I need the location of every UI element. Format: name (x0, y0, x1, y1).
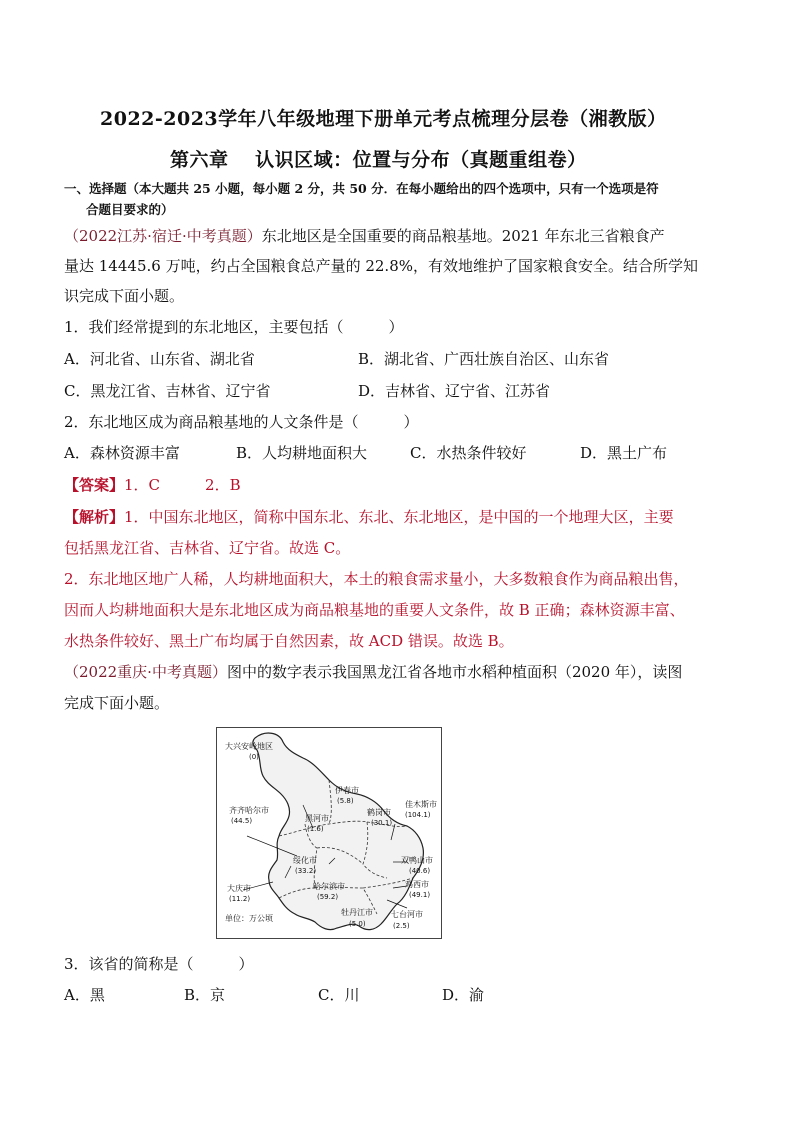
map-value-qiqihaer: (44.5) (231, 817, 253, 825)
question-1-stem: 1．我们经常提到的东北地区，主要包括（ ） (64, 318, 404, 336)
question-intro-1 (64, 221, 665, 251)
map-label-qiqihaer: 齐齐哈尔市 (229, 806, 269, 815)
section-heading: 一、选择题（本大题共 25 小题，每小题 2 分，共 50 分．在每小题给出的四个选项中，只有一个选项是符 (64, 181, 659, 196)
question-3-option-a[interactable]: A．黑 (64, 986, 105, 1004)
question-1-option-d[interactable]: D．吉林省、辽宁省、江苏省 (358, 382, 551, 400)
map-value-jiamusi: (104.1) (405, 811, 431, 819)
heilongjiang-map (216, 727, 442, 939)
map-unit-label: 单位：万公顷 (225, 914, 273, 923)
answer-line (64, 470, 241, 500)
analysis-line-2: 包括黑龙江省、吉林省、辽宁省。故选 C。 (64, 539, 351, 557)
intro-text: 图中的数字表示我国黑龙江省各地市水稻种植面积（2020 年），读图 (226, 663, 683, 681)
question-1-option-b[interactable]: B．湖北省、广西壮族自治区、山东省 (358, 350, 610, 368)
map-label-shuangyashan: 双鸭山市 (401, 856, 433, 865)
answer-value: 1．C 2．B (124, 476, 241, 494)
map-label-suihua: 绥化市 (293, 856, 317, 865)
analysis-label: 【解析】 (64, 508, 125, 526)
intro-text-line: 完成下面小题。 (64, 694, 170, 712)
question-3-option-c[interactable]: C．川 (318, 986, 360, 1004)
question-intro-2 (64, 657, 682, 687)
question-source: （2022江苏·宿迁·中考真题） (64, 227, 262, 245)
question-2-option-d[interactable]: D．黑土广布 (580, 444, 668, 462)
map-value-suihua: (33.2) (295, 867, 317, 875)
map-value-heihe: (1.6) (307, 825, 324, 833)
map-value-daqing: (11.2) (229, 895, 251, 903)
document-title: 2022-2023学年八年级地理下册单元考点梳理分层卷（湘教版） (100, 108, 667, 130)
question-3-stem: 3．该省的简称是（ ） (64, 955, 254, 973)
map-label-mudanjiang: 牡丹江市 (341, 908, 373, 917)
map-value-daxinganling: (0) (249, 753, 259, 761)
question-1-option-a[interactable]: A．河北省、山东省、湖北省 (64, 350, 255, 368)
question-3-option-b[interactable]: B．京 (184, 986, 226, 1004)
map-value-shuangyashan: (40.6) (409, 867, 431, 875)
question-2-stem: 2．东北地区成为商品粮基地的人文条件是（ ） (64, 413, 419, 431)
analysis-line-4: 因而人均耕地面积大是东北地区成为商品粮基地的重要人文条件，故 B 正确；森林资源丰富、 (64, 601, 685, 619)
map-label-haerbin: 哈尔滨市 (313, 882, 345, 891)
map-value-mudanjiang: (5.0) (349, 920, 366, 928)
question-source: （2022重庆·中考真题） (64, 663, 227, 681)
intro-text-line: 量达 14445.6 万吨，约占全国粮食总产量的 22.8%，有效地维护了国家粮食安全。结合所学知 (64, 257, 698, 275)
analysis-line-5: 水热条件较好、黑土广布均属于自然因素，故 ACD 错误。故选 B。 (64, 632, 514, 650)
analysis-line-3: 2．东北地区地广人稀，人均耕地面积大，本土的粮食需求量小，大多数粮食作为商品粮出售， (64, 570, 689, 588)
map-value-jixi: (49.1) (409, 891, 431, 899)
map-value-hegang: (30.1) (371, 819, 393, 827)
intro-text: 东北地区是全国重要的商品粮基地。2021 年东北三省粮食产 (261, 227, 665, 245)
map-label-jiamusi: 佳木斯市 (405, 800, 437, 809)
map-label-qitaihe: 七台河市 (391, 910, 423, 919)
map-value-haerbin: (59.2) (317, 893, 339, 901)
answer-label: 【答案】 (64, 476, 125, 494)
map-label-daxinganling: 大兴安岭地区 (225, 742, 273, 751)
question-3-option-d[interactable]: D．渝 (442, 986, 485, 1004)
question-1-option-c[interactable]: C．黑龙江省、吉林省、辽宁省 (64, 382, 271, 400)
map-label-jixi: 鸡西市 (405, 880, 429, 889)
question-2-option-b[interactable]: B．人均耕地面积大 (236, 444, 368, 462)
section-heading-cont: 合题目要求的） (86, 202, 174, 217)
map-label-heihe: 黑河市 (305, 814, 329, 823)
map-value-yichun: (5.8) (337, 797, 354, 805)
map-label-daqing: 大庆市 (227, 884, 251, 893)
analysis-line-1 (64, 502, 674, 532)
map-label-hegang: 鹤岗市 (367, 808, 391, 817)
map-label-yichun: 伊春市 (335, 786, 359, 795)
document-subtitle: 第六章 认识区域：位置与分布（真题重组卷） (170, 149, 587, 171)
intro-text-line: 识完成下面小题。 (64, 287, 185, 305)
question-2-option-c[interactable]: C．水热条件较好 (410, 444, 527, 462)
analysis-text: 1．中国东北地区，简称中国东北、东北、东北地区，是中国的一个地理大区，主要 (124, 508, 674, 526)
question-2-option-a[interactable]: A．森林资源丰富 (64, 444, 180, 462)
map-value-qitaihe: (2.5) (393, 922, 410, 930)
